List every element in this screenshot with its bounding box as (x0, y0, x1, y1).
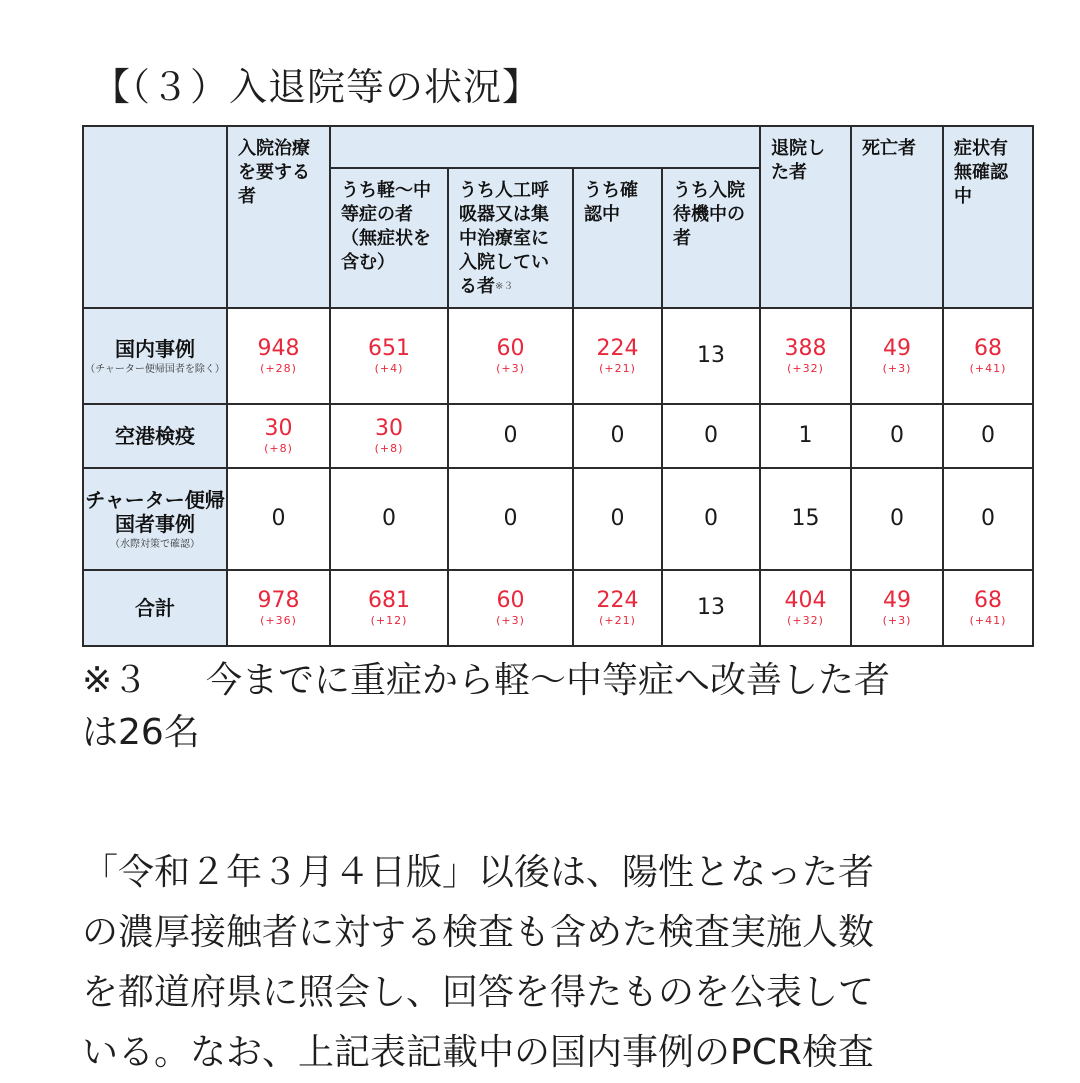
table-cell (662, 468, 760, 570)
cell-value: 224 (596, 588, 639, 613)
table-cell (448, 570, 573, 646)
table-cell (851, 404, 943, 468)
table-cell (227, 570, 330, 646)
cell-value: 30 (264, 416, 293, 441)
cell-value: 0 (704, 506, 718, 531)
table-cell (573, 404, 662, 468)
table-cell (662, 404, 760, 468)
table-cell (573, 308, 662, 404)
cell-value: 224 (596, 336, 639, 361)
row-label-note: （チャーター便帰国者を除く） (85, 363, 225, 375)
cell-delta: (+32) (787, 362, 824, 375)
cell-delta: (+4) (374, 362, 404, 375)
table-cell (760, 570, 851, 646)
table-cell (573, 570, 662, 646)
cell-delta: (+28) (260, 362, 297, 375)
cell-value: 978 (257, 588, 300, 613)
header-corner-cell (83, 126, 227, 308)
table-cell (662, 308, 760, 404)
row-label: チャーター便帰国者事例 (85, 487, 225, 536)
explanatory-paragraph (82, 843, 1027, 1083)
table-row (83, 308, 1033, 404)
row-label-cell (83, 468, 227, 570)
cell-value: 49 (883, 588, 911, 613)
cell-value: 15 (791, 506, 820, 531)
cell-value: 0 (610, 423, 625, 448)
header-awaiting-admission: うち入院待機中の者 (662, 168, 760, 308)
cell-delta: (+21) (599, 362, 636, 375)
table-cell (851, 468, 943, 570)
cell-value: 651 (368, 336, 410, 361)
paragraph-line: の濃厚接触者に対する検査も含めた検査実施人数 (82, 912, 875, 953)
row-label-note: （水際対策で確認） (110, 538, 200, 550)
cell-value: 49 (883, 336, 911, 361)
table-cell (227, 308, 330, 404)
cell-delta: (+32) (787, 614, 824, 627)
table-cell (760, 308, 851, 404)
cell-value: 681 (368, 588, 410, 613)
footnote (82, 655, 1012, 759)
table-cell (448, 308, 573, 404)
cell-value: 0 (382, 506, 396, 531)
table-row (83, 570, 1033, 646)
header-confirming: うち確認中 (573, 168, 662, 308)
table-row (83, 468, 1033, 570)
cell-value: 60 (496, 336, 525, 361)
header-discharged: 退院した者 (760, 126, 851, 308)
table-cell (330, 468, 448, 570)
cell-value: 0 (981, 423, 995, 448)
cell-delta: (+12) (370, 614, 408, 627)
cell-value: 0 (890, 506, 904, 531)
cell-value: 13 (697, 595, 725, 620)
row-label: 合計 (135, 596, 175, 620)
cell-delta: (+41) (969, 362, 1007, 375)
header-hospitalized: 入院治療を要する者 (227, 126, 330, 308)
cell-value: 30 (375, 416, 403, 441)
cell-value: 404 (784, 588, 827, 613)
cell-delta: (+36) (260, 614, 297, 627)
cell-value: 0 (610, 506, 625, 531)
footnote-marker: ※３ (82, 660, 149, 701)
paragraph-line: を都道府県に照会し、回答を得たものを公表して (82, 972, 875, 1013)
row-label-cell (83, 308, 227, 404)
table-cell (851, 570, 943, 646)
cell-value: 0 (704, 423, 718, 448)
row-label-cell (83, 404, 227, 468)
cell-value: 948 (257, 336, 300, 361)
cell-value: 68 (974, 588, 1002, 613)
paragraph-line: いる。なお、上記表記載中の国内事例のPCR検査 (82, 1032, 874, 1073)
table-row (83, 404, 1033, 468)
table-cell (330, 404, 448, 468)
table-cell (943, 404, 1033, 468)
cell-value: 0 (503, 423, 518, 448)
cell-value: 0 (890, 423, 904, 448)
row-label-cell (83, 570, 227, 646)
table-cell (662, 570, 760, 646)
cell-value: 0 (271, 506, 286, 531)
table-cell (448, 468, 573, 570)
cell-delta: (+3) (882, 362, 912, 375)
cell-delta: (+3) (496, 614, 525, 627)
header-symptom-check: 症状有無確認中 (943, 126, 1033, 308)
cell-delta: (+3) (882, 614, 912, 627)
row-label: 空港検疫 (115, 424, 195, 448)
table-cell (573, 468, 662, 570)
header-mild-moderate: うち軽～中等症の者（無症状を含む） (330, 168, 448, 308)
cell-delta: (+8) (374, 442, 404, 455)
table-cell (760, 468, 851, 570)
table-cell (227, 468, 330, 570)
table-cell (330, 570, 448, 646)
paragraph-line: 「令和２年３月４日版」以後は、陽性となった者 (82, 852, 875, 893)
cell-value: 13 (697, 343, 725, 368)
cell-delta: (+8) (264, 442, 293, 455)
table-cell (943, 308, 1033, 404)
footnote-reference-marker: ※３ (495, 281, 514, 292)
section-title: 【（３）入退院等の状況】 (92, 65, 542, 109)
table-cell (943, 570, 1033, 646)
cell-value: 0 (503, 506, 518, 531)
cell-value: 68 (974, 336, 1002, 361)
hospitalization-status-table (82, 125, 1034, 647)
footnote-text-line1: 今までに重症から軽～中等症へ改善した者 (206, 660, 891, 701)
row-label: 国内事例 (115, 336, 195, 361)
table-cell (330, 308, 448, 404)
cell-value: 0 (981, 506, 995, 531)
table-cell (760, 404, 851, 468)
table-cell (943, 468, 1033, 570)
table-cell (851, 308, 943, 404)
cell-delta: (+21) (599, 614, 636, 627)
table-cell (448, 404, 573, 468)
cell-delta: (+3) (496, 362, 525, 375)
cell-value: 1 (798, 423, 813, 448)
cell-delta: (+41) (969, 614, 1007, 627)
cell-value: 388 (784, 336, 827, 361)
header-ventilator-icu: うち人工呼吸器又は集中治療室に入院している者$^{※3}$ (448, 168, 573, 308)
header-deaths: 死亡者 (851, 126, 943, 308)
footnote-text-line2: は26名 (82, 712, 200, 753)
table-cell (227, 404, 330, 468)
cell-value: 60 (496, 588, 525, 613)
header-hospitalized-breakdown-band (330, 126, 760, 168)
